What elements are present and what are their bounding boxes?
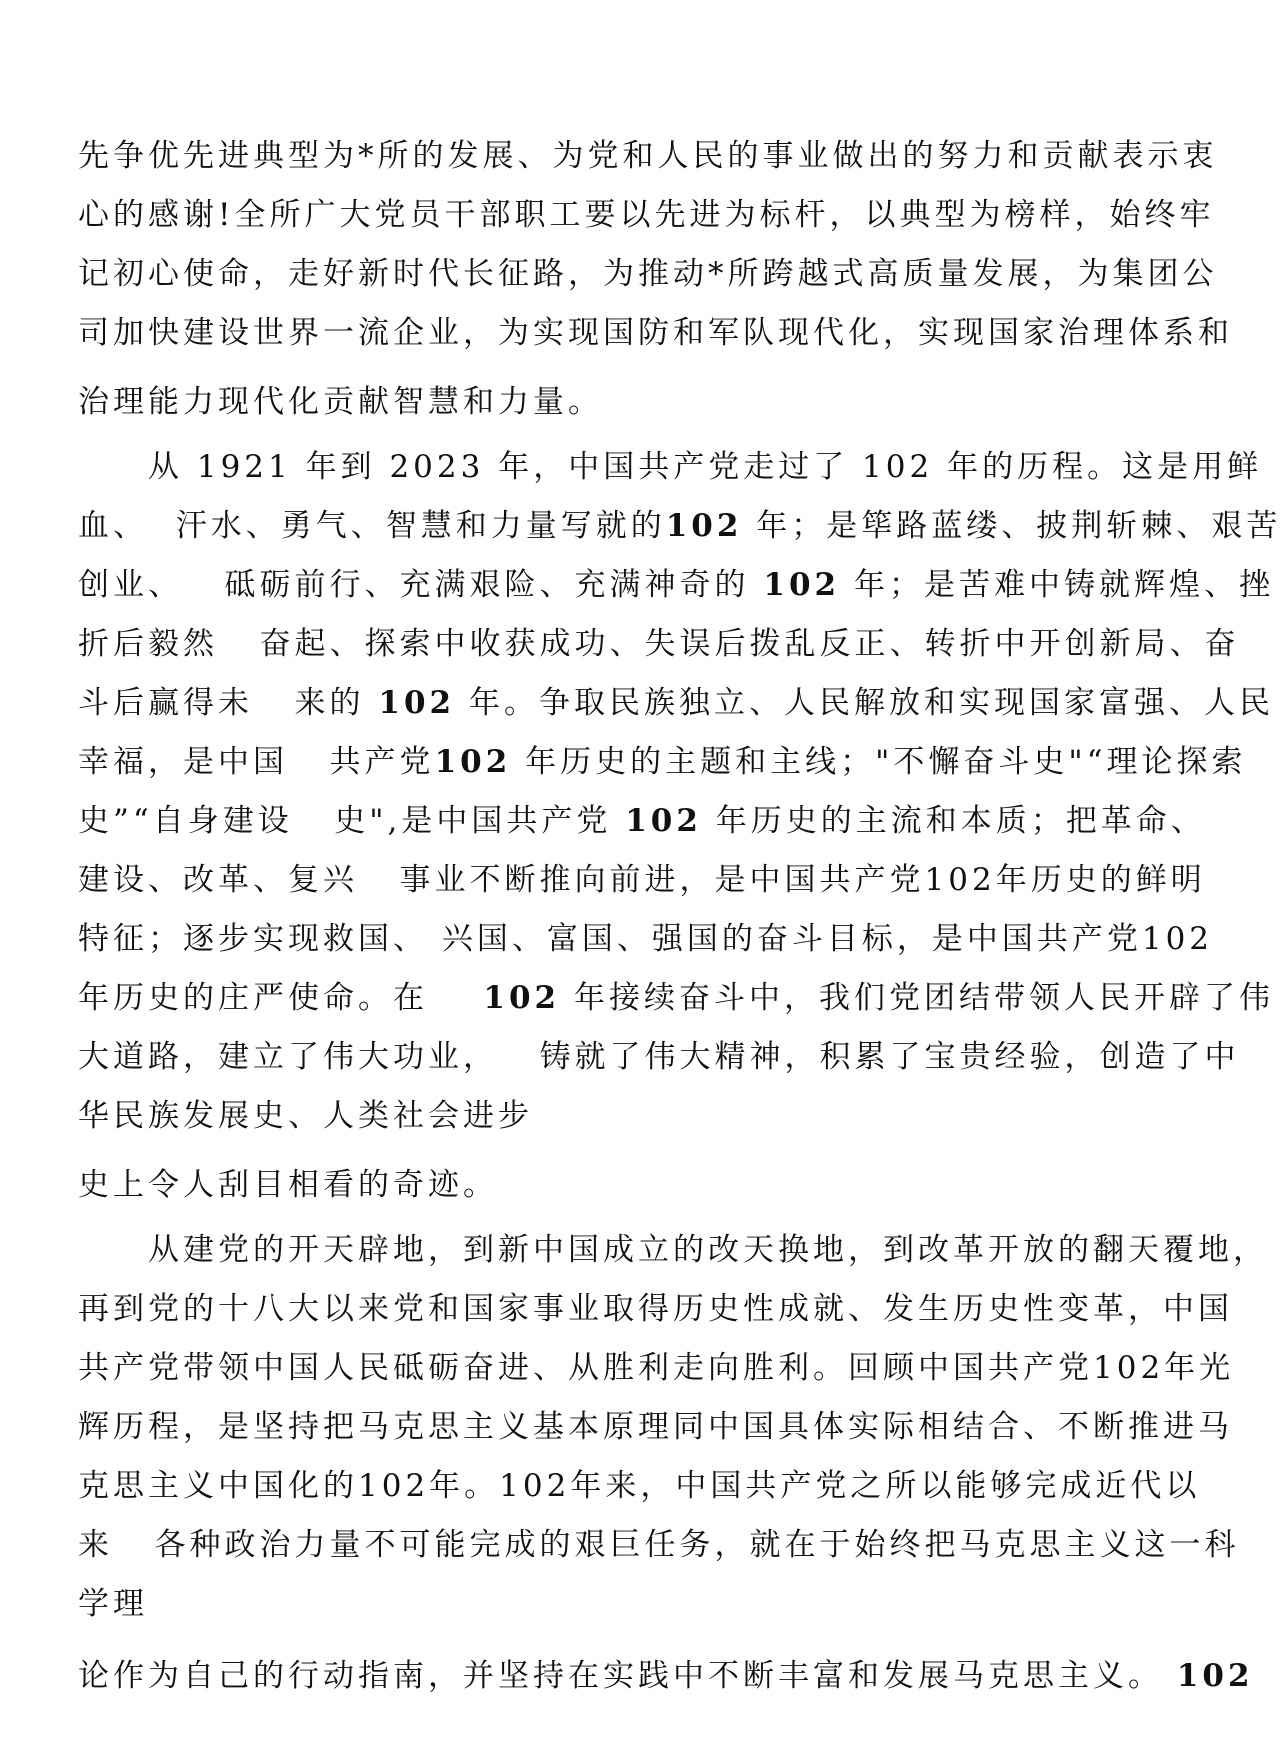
text-line-18: 史上令人刮目相看的奇迹。: [78, 1167, 498, 1203]
text-line-13: 建设、改革、复兴 事业不断推向前进，是中国共产党102年历史的鲜明: [78, 862, 1206, 898]
text-line-21: 共产党带领中国人民砥砺奋进、从胜利走向胜利。回顾中国共产党102年光: [78, 1350, 1235, 1386]
text-line-20: 再到党的十八大以来党和国家事业取得历史性成就、发生历史性变革，中国: [78, 1291, 1233, 1327]
text-line-3: 记初心使命，走好新时代长征路，为推动*所跨越式高质量发展，为集团公: [78, 256, 1218, 292]
text-line-11: 幸福，是中国 共产党102 年历史的主题和主线；"不懈奋斗史"“理论探索: [78, 744, 1247, 780]
text-line-25: 学理: [78, 1586, 148, 1622]
text-line-24: 来 各种政治力量不可能完成的艰巨任务，就在于始终把马克思主义这一科: [78, 1527, 1240, 1563]
text-line-2: 心的感谢!全所广大党员干部职工要以先进为标杆，以典型为榜样，始终牢: [78, 197, 1215, 233]
text-line-10: 斗后赢得未 来的 102 年。争取民族独立、人民解放和实现国家富强、人民: [78, 685, 1274, 721]
text-line-15: 年历史的庄严使命。在 102 年接续奋斗中，我们党团结带领人民开辟了伟: [78, 980, 1274, 1016]
text-line-22: 辉历程，是坚持把马克思主义基本原理同中国具体实际相结合、不断推进马: [78, 1409, 1233, 1445]
text-line-7: 血、 汗水、勇气、智慧和力量写就的102 年；是筚路蓝缕、披荆斩棘、艰苦: [78, 508, 1281, 544]
text-line-6: 从 1921 年到 2023 年，中国共产党走过了 102 年的历程。这是用鲜: [78, 449, 1263, 485]
text-line-12: 史”“自身建设 史",是中国共产党 102 年历史的主流和本质；把革命、: [78, 803, 1206, 839]
text-line-26: 论作为自己的行动指南，并坚持在实践中不断丰富和发展马克思主义。 102: [78, 1658, 1254, 1694]
text-line-5: 治理能力现代化贡献智慧和力量。: [78, 384, 603, 420]
text-line-9: 折后毅然 奋起、探索中收获成功、失误后拨乱反正、转折中开创新局、奋: [78, 626, 1240, 662]
text-line-23: 克思主义中国化的102年。102年来，中国共产党之所以能够完成近代以: [78, 1468, 1201, 1504]
text-line-4: 司加快建设世界一流企业，为实现国防和军队现代化，实现国家治理体系和: [78, 315, 1233, 351]
text-line-16: 大道路，建立了伟大功业， 铸就了伟大精神，积累了宝贵经验，创造了中: [78, 1039, 1240, 1075]
text-line-19: 从建党的开天辟地，到新中国成立的改天换地，到改革开放的翻天覆地，: [78, 1232, 1268, 1268]
text-line-14: 特征；逐步实现救国、 兴国、富国、强国的奋斗目标，是中国共产党102: [78, 921, 1214, 957]
text-line-1: 先争优先进典型为*所的发展、为党和人民的事业做出的努力和贡献表示衷: [78, 138, 1218, 174]
text-line-17: 华民族发展史、人类社会进步: [78, 1098, 533, 1134]
text-line-8: 创业、 砥砺前行、充满艰险、充满神奇的 102 年；是苦难中铸就辉煌、挫: [78, 567, 1274, 603]
